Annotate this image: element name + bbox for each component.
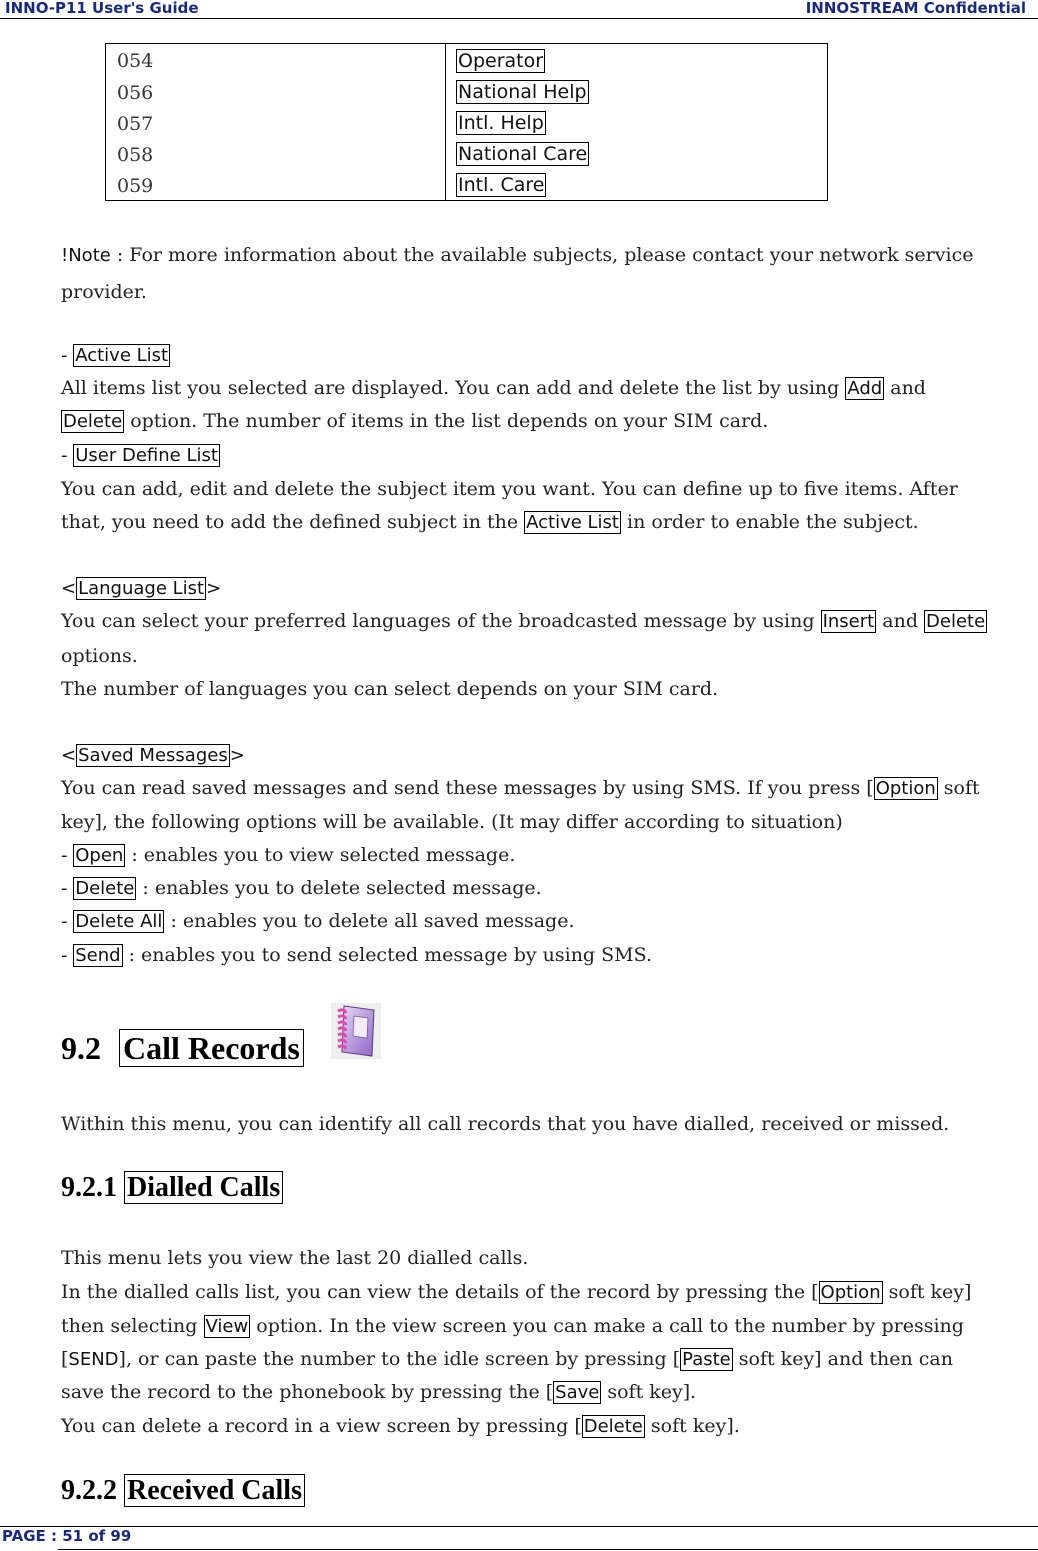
option-softkey-label: Option: [820, 1282, 881, 1303]
delete-softkey-label: Delete: [583, 1416, 643, 1437]
save-softkey-label: Save: [555, 1382, 600, 1403]
section-heading-9-2-1: [61, 1172, 283, 1204]
note-paragraph-cont: provider.: [61, 281, 147, 303]
list-item: - Send : enables you to send selected message by using SMS.: [61, 944, 652, 966]
language-list-text-note: The number of languages you can select depends on your SIM card.: [61, 678, 719, 700]
list-item: - Delete All : enables you to delete all saved message.: [61, 910, 575, 932]
section-heading-9-2-2: [61, 1475, 305, 1507]
paste-softkey-label: Paste: [682, 1349, 731, 1370]
insert-option-label: Insert: [822, 611, 875, 632]
note-text: : For more information about the available subjects, please contact your network service: [110, 244, 974, 266]
view-option-label: View: [205, 1316, 249, 1337]
user-define-heading: - User Define List: [61, 445, 218, 466]
delete-option-label: Delete: [75, 878, 135, 899]
language-list-text-cont: options.: [61, 645, 138, 667]
language-list-text: You can select your preferred languages of the broadcasted message by using Insert and Delete: [61, 610, 986, 632]
section-number: 9.2.1: [61, 1172, 124, 1203]
note-label: !Note: [61, 245, 111, 266]
footer-rule: [0, 1526, 1038, 1527]
saved-messages-heading: < Saved Messages >: [61, 745, 245, 766]
saved-messages-text: You can read saved messages and send these messages by using SMS. If you press [ Option soft: [61, 777, 980, 799]
user-define-text-cont: that, you need to add the defined subject in the Active List in order to enable the subject.: [61, 511, 919, 533]
send-key-label: SEND: [68, 1349, 119, 1370]
language-list-title: Language List: [78, 578, 205, 599]
section-title: Received Calls: [124, 1474, 305, 1507]
delete-option-label: Delete: [926, 611, 986, 632]
table-cell-code: 054: [117, 50, 154, 72]
dialled-calls-text: You can delete a record in a view screen by pressing [ Delete soft key].: [61, 1415, 740, 1437]
dialled-calls-text: save the record to the phonebook by pressing the [ Save soft key].: [61, 1381, 697, 1403]
section-number: 9.2.2: [61, 1475, 124, 1506]
page-header: [0, 0, 1038, 19]
list-item: - Delete : enables you to delete selected message.: [61, 877, 542, 899]
user-define-title: User Define List: [75, 445, 218, 466]
delete-all-option-label: Delete All: [75, 911, 163, 932]
section-heading-9-2: [61, 1030, 304, 1067]
table-cell-name: National Care: [458, 143, 588, 165]
section-title: Dialled Calls: [124, 1171, 283, 1204]
active-list-text-cont: Delete option. The number of items in the list depends on your SIM card.: [63, 410, 769, 432]
active-list-title: Active List: [75, 345, 169, 366]
header-confidential: INNOSTREAM Confidential: [805, 0, 1026, 17]
footer-rule: [58, 1549, 1038, 1550]
active-list-ref: Active List: [526, 512, 619, 533]
call-records-intro: Within this menu, you can identify all call records that you have dialled, received or missed.: [61, 1113, 950, 1135]
table-column-divider: [445, 44, 446, 200]
option-softkey-label: Option: [875, 778, 936, 799]
page-footer: [0, 1526, 1038, 1551]
table-cell-code: 056: [117, 82, 154, 104]
saved-messages-title: Saved Messages: [78, 745, 228, 766]
table-cell-code: 057: [117, 113, 154, 135]
list-item: - Open : enables you to view selected message.: [61, 844, 516, 866]
section-title: Call Records: [119, 1029, 304, 1067]
table-cell-name: Intl. Help: [458, 112, 544, 134]
dialled-calls-text: then selecting View option. In the view screen you can make a call to the number by pressing: [61, 1315, 964, 1337]
active-list-heading: - Active List: [61, 345, 169, 366]
notebook-icon: [330, 1002, 382, 1060]
dialled-calls-text: In the dialled calls list, you can view the details of the record by pressing the [ Option soft key]: [61, 1281, 972, 1303]
subject-code-table: [105, 43, 828, 201]
table-cell-name: Intl. Care: [458, 174, 545, 196]
open-option-label: Open: [75, 845, 124, 866]
table-cell-name: Operator: [458, 50, 544, 72]
section-number: 9.2: [61, 1030, 101, 1066]
add-option-label: Add: [847, 378, 883, 399]
page-number: PAGE : 51 of 99: [2, 1527, 132, 1545]
header-doc-title: INNO-P11 User's Guide: [5, 0, 199, 17]
table-cell-code: 058: [117, 144, 154, 166]
saved-messages-text-cont: key], the following options will be available. (It may differ according to situation): [61, 811, 843, 833]
active-list-text: All items list you selected are displayed. You can add and delete the list by using Add and: [61, 377, 926, 399]
send-option-label: Send: [75, 945, 121, 966]
dialled-calls-text: This menu lets you view the last 20 dialled calls.: [61, 1247, 529, 1269]
table-cell-name: National Help: [458, 81, 587, 103]
delete-option-label: Delete: [63, 411, 123, 432]
note-paragraph: [61, 243, 973, 268]
table-cell-code: 059: [117, 175, 154, 197]
dialled-calls-text: [SEND], or can paste the number to the idle screen by pressing [ Paste soft key] and then can: [61, 1348, 953, 1370]
language-list-heading: < Language List >: [61, 578, 222, 599]
user-define-text: You can add, edit and delete the subject item you want. You can define up to five items. After: [61, 478, 958, 500]
